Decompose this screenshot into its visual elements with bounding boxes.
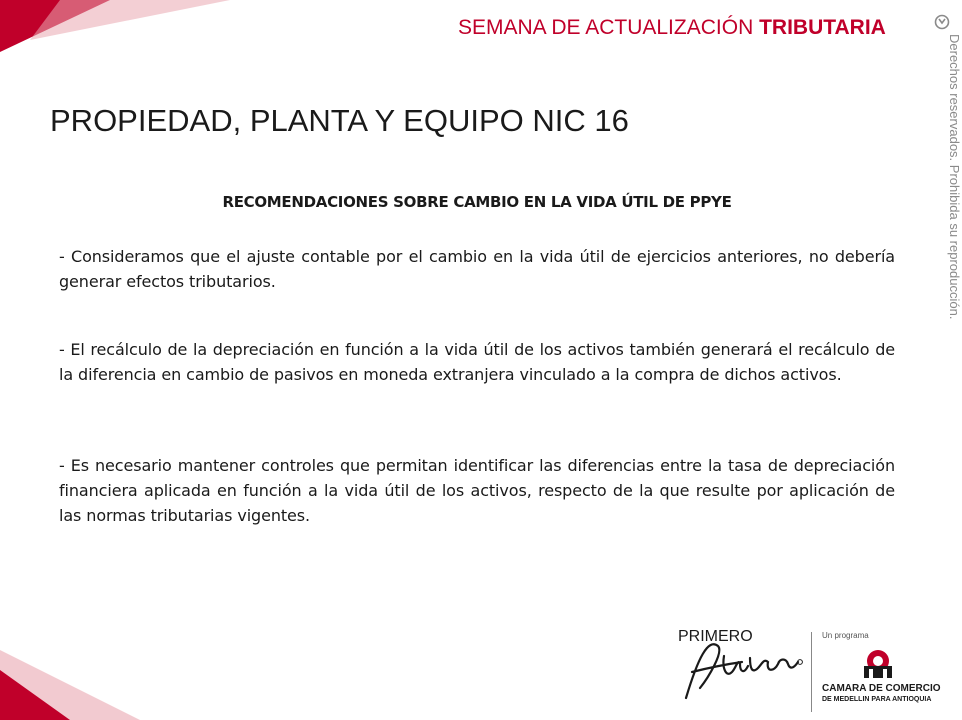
slide-subtitle: RECOMENDACIONES SOBRE CAMBIO EN LA VIDA ÚTIL DE PPYE [222,193,732,211]
banner-title-bold: TRIBUTARIA [759,16,886,39]
footer-divider [811,632,812,712]
paragraph-1: - Consideramos que el ajuste contable por el cambio en la vida útil de ejercicios anteriores, no debería generar efectos tributarios. [59,247,895,291]
paragraph-3: - Es necesario mantener controles que permitan identificar las diferencias entre la tasa de depreciación financiera aplicada en función a la vida útil de los activos, respecto de la que resulte por aplicación de las normas tributarias vigentes. [59,456,895,525]
bottom-left-red-corner [0,620,140,720]
banner-title [458,16,886,40]
rights-reserved-notice [918,14,962,320]
banner-title-light: SEMANA DE ACTUALIZACIÓN [458,16,760,39]
paragraph-2: - El recálculo de la depreciación en función a la vida útil de los activos también generará el recálculo de la diferencia en cambio de pasivos en moneda extranjera vinculado a la compra de dichos activos. [59,340,895,384]
afiliados-sub: PRIMERO [678,628,753,645]
top-left-red-corner [0,0,230,60]
slide-title: PROPIEDAD, PLANTA Y EQUIPO NIC 16 [50,103,629,138]
camara-de-comercio-emblem-icon [860,648,896,680]
camara-sub: DE MEDELLIN PARA ANTIOQUIA [822,696,932,703]
rights-reserved-text: Derechos reservados. Prohibida su reproducción. [947,34,962,320]
camara-name: CAMARA DE COMERCIO [822,683,941,694]
program-label: Un programa [822,631,869,640]
